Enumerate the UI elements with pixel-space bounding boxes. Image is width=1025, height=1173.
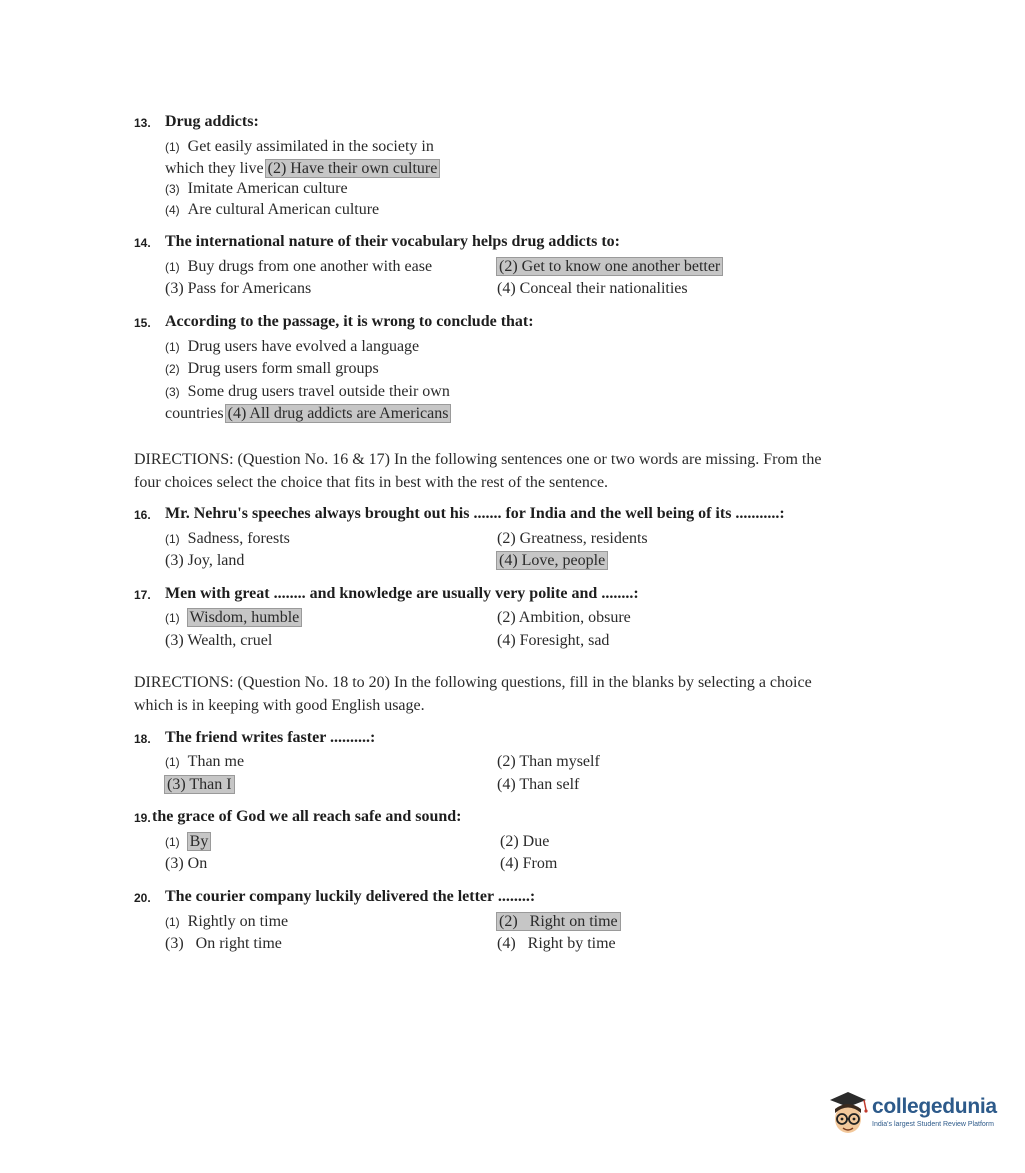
q14-option-4: (4) Conceal their nationalities xyxy=(497,280,688,297)
directions-16-17: DIRECTIONS: (Question No. 16 & 17) In the following sentences one or two words are missing. From the four choices select the choice that fits in best with the rest of the sentence. xyxy=(134,451,822,491)
q16-option-4-highlighted: (4) Love, people xyxy=(499,552,606,569)
q15-option-3: (3) Some drug users travel outside their own xyxy=(165,383,450,400)
q19-option-4: (4) From xyxy=(500,855,558,872)
logo-wordmark: collegedunia xyxy=(872,1095,997,1118)
question-14-text: The international nature of their vocabulary helps drug addicts to: xyxy=(165,233,620,250)
question-15-text: According to the passage, it is wrong to conclude that: xyxy=(165,313,534,330)
q16-option-3: (3) Joy, land xyxy=(165,552,245,569)
q20-option-1: (1) Rightly on time xyxy=(165,913,289,930)
question-15-number: 15. xyxy=(134,316,151,330)
collegedunia-logo xyxy=(826,1088,996,1138)
q20-option-2-highlighted: (2) Right on time xyxy=(499,913,618,930)
q17-option-1: (1) Wisdom, humble xyxy=(165,609,300,626)
logo-tagline: India's largest Student Review Platform xyxy=(872,1121,994,1128)
q17-option-4: (4) Foresight, sad xyxy=(497,632,610,649)
q18-option-3 xyxy=(165,776,234,794)
q20-option-2 xyxy=(497,913,620,931)
q17-option-3: (3) Wealth, cruel xyxy=(165,632,273,649)
q15-option-3-cont: countries (4) All drug addicts are Americans xyxy=(165,405,449,422)
q16-option-1: (1) Sadness, forests xyxy=(165,530,290,547)
question-18-number: 18. xyxy=(134,732,151,746)
q15-option-4-highlighted: (4) All drug addicts are Americans xyxy=(227,405,449,422)
q16-option-4 xyxy=(497,552,607,570)
q13-option-4: (4) Are cultural American culture xyxy=(165,201,380,218)
question-19-text: the grace of God we all reach safe and sound: xyxy=(152,808,462,825)
q18-option-4: (4) Than self xyxy=(497,776,580,793)
q14-option-1: (1) Buy drugs from one another with ease xyxy=(165,258,433,275)
q18-option-3-highlighted: (3) Than I xyxy=(167,776,232,793)
question-13-text: Drug addicts: xyxy=(165,113,259,130)
q15-option-1: (1) Drug users have evolved a language xyxy=(165,338,420,355)
question-16-number: 16. xyxy=(134,508,151,522)
q13-option-3: (3) Imitate American culture xyxy=(165,180,348,197)
q14-option-3: (3) Pass for Americans xyxy=(165,280,312,297)
question-14-number: 14. xyxy=(134,236,151,250)
q18-option-2: (2) Than myself xyxy=(497,753,600,770)
question-19-number: 19. xyxy=(134,811,151,825)
question-20-number: 20. xyxy=(134,891,151,905)
q16-option-2: (2) Greatness, residents xyxy=(497,530,648,547)
question-17-number: 17. xyxy=(134,588,151,602)
q19-option-1-highlighted: By xyxy=(189,833,209,850)
q17-option-2: (2) Ambition, obsure xyxy=(497,609,631,626)
q19-option-2: (2) Due xyxy=(500,833,550,850)
question-17-text: Men with great ........ and knowledge are usually very polite and ........: xyxy=(165,585,639,602)
q13-option-2-highlighted: (2) Have their own culture xyxy=(267,160,438,177)
q13-option-1-cont: which they live (2) Have their own culture xyxy=(165,160,438,177)
q20-option-4: (4) Right by time xyxy=(497,935,616,952)
question-13-number: 13. xyxy=(134,116,151,130)
directions-18-20: DIRECTIONS: (Question No. 18 to 20) In the following questions, fill in the blanks by selecting a choice which is in keeping with good English usage. xyxy=(134,674,812,714)
q19-option-1: (1) By xyxy=(165,833,209,850)
q20-option-3: (3) On right time xyxy=(165,935,282,952)
q14-option-2-highlighted: (2) Get to know one another better xyxy=(499,258,721,275)
q17-option-1-highlighted: Wisdom, humble xyxy=(189,609,300,626)
question-16-text: Mr. Nehru's speeches always brought out his ....... for India and the well being of its ...........: xyxy=(165,505,785,522)
q13-option-1: (1) Get easily assimilated in the society in xyxy=(165,138,434,155)
student-mascot-icon xyxy=(826,1088,870,1138)
q19-option-3: (3) On xyxy=(165,855,208,872)
q18-option-1: (1) Than me xyxy=(165,753,245,770)
q15-option-2: (2) Drug users form small groups xyxy=(165,360,379,377)
question-20-text: The courier company luckily delivered the letter ........: xyxy=(165,888,536,905)
q14-option-2 xyxy=(497,258,722,276)
question-18-text: The friend writes faster ..........: xyxy=(165,729,376,746)
